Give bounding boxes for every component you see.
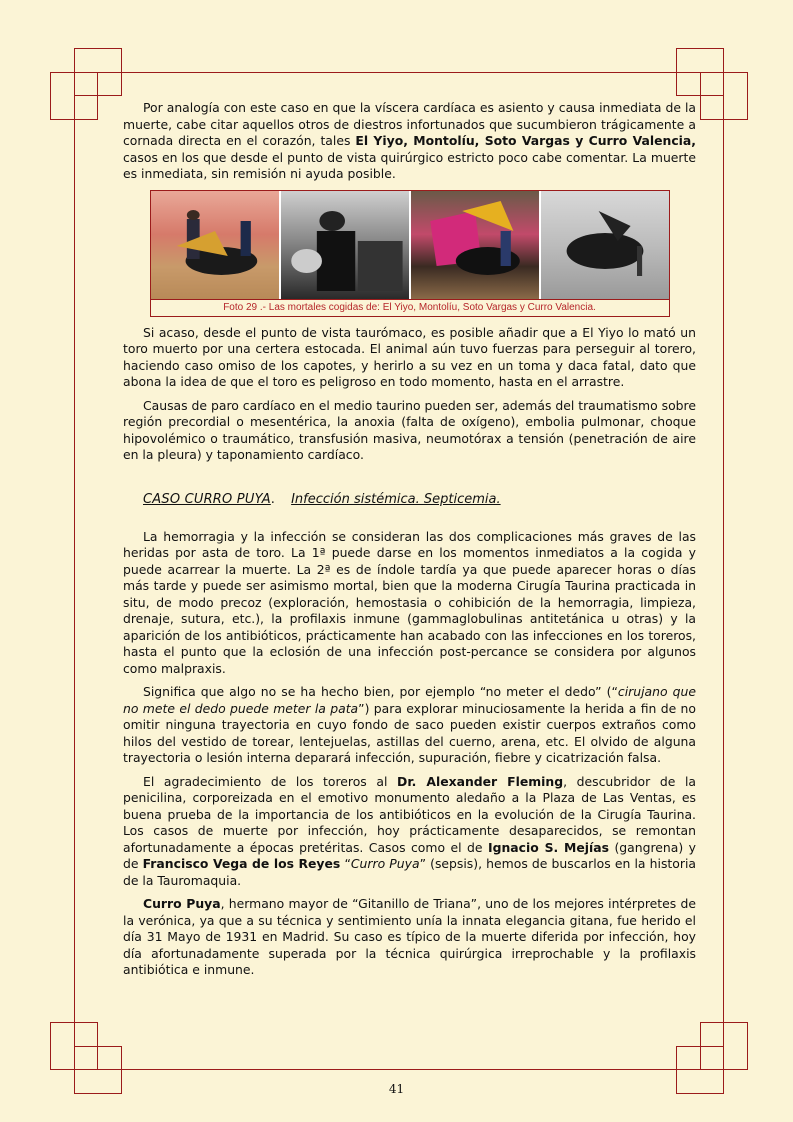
- corner-ornament-bottom-left-2: [50, 1022, 98, 1070]
- paragraph-7: Curro Puya, hermano mayor de “Gitanillo de Triana”, uno de los mejores intérpretes de la verónica, ya que a su técnica y sentimiento unía la innata elegancia gitana, fue herido el día 31 Mayo de 1931 en Madrid. Su caso es típico de la muerte diferida por infección, hoy día afortunadamente superada por la técnica quirúrgica irreprochable y la profilaxis antibiótica e inmune.: [123, 896, 696, 977]
- paragraph-5: Significa que algo no se ha hecho bien, por ejemplo “no meter el dedo” (“cirujano que no mete el dedo puede meter la pata”) para explorar minuciosamente la herida a fin de no omitir ninguna trayectoria en cuyo fondo de saco pueden existir cuerpos extraños como hilos del vestido de torear, lentejuelas, astillas del cuerno, arena, etc. El olvido de alguna trayectoria o lesión interna deparará infección, supuración, fiebre y cicatrización falsa.: [123, 684, 696, 765]
- section-heading: CASO CURRO PUYA. Infección sistémica. Septicemia.: [143, 491, 501, 507]
- section-subtitle: Infección sistémica. Septicemia.: [291, 491, 501, 507]
- figure-caption: Foto 29 .- Las mortales cogidas de: El Yiyo, Montolíu, Soto Vargas y Curro Valencia.: [151, 299, 669, 316]
- paragraph-1: Por analogía con este caso en que la víscera cardíaca es asiento y causa inmediata de la muerte, cabe citar aquellos otros de diestros infortunados que sucumbieron trágicamente a cornada directa en el corazón, tales El Yiyo, Montolíu, Soto Vargas y Curro Valencia, casos en los que desde el punto de vista quirúrgico estricto poco cabe comentar. La muerte es inmediata, sin remisión ni ayuda posible.: [123, 100, 696, 181]
- bold-names: El Yiyo, Montolíu, Soto Vargas y Curro Valencia,: [355, 133, 696, 148]
- paragraph-3: Causas de paro cardíaco en el medio taurino pueden ser, además del traumatismo sobre región precordial o mesentérica, la anoxia (falta de oxígeno), embolia pulmonar, choque hipovolémico o traumático, transfusión masiva, neumotórax a tensión (penetración de aire en la pleura) y taponamiento cardíaco.: [123, 397, 696, 462]
- photo-row: [151, 191, 669, 299]
- section-title: CASO CURRO PUYA: [143, 491, 271, 507]
- paragraph-2: Si acaso, desde el punto de vista taurómaco, es posible añadir que a El Yiyo lo mató un toro muerto por una certera estocada. El animal aún tuvo fuerzas para perseguir al torero, haciendo caso omiso de los capotes, y herirlo a su vez en un toma y daca fatal, dato que abona la idea de que el toro es peligroso en todo momento, hasta en el arrastre.: [123, 324, 696, 389]
- corner-ornament-bottom-right-2: [700, 1022, 748, 1070]
- figure-photo-29: [150, 190, 670, 317]
- photo-el-yiyo: [151, 191, 281, 299]
- page-content: [123, 100, 696, 986]
- page-number: 41: [388, 1082, 405, 1096]
- photo-curro-valencia: [541, 191, 669, 299]
- paragraph-4: La hemorragia y la infección se consideran las dos complicaciones más graves de las heridas por asta de toro. La 1ª puede darse en los momentos inmediatos a la cogida y puede acarrear la muerte. La 2ª es de índole tardía ya que puede aparecer horas o días más tarde y puede ser asimismo mortal, bien que la moderna Cirugía Taurina practicada in situ, de modo precoz (exploración, hemostasia o cohibición de la hemorragia, limpieza, drenaje, sutura, etc.), la profilaxis inmune (gammaglobulinas antitetánica u otras) y la aparición de los antibióticos, prácticamente han acabado con las infecciones en los toreros, hasta el punto que la eclosión de una infección post-percance se considera por algunos como malpraxis.: [123, 528, 696, 676]
- photo-montoliu: [281, 191, 411, 299]
- corner-ornament-top-right-2: [700, 72, 748, 120]
- photo-soto-vargas: [411, 191, 541, 299]
- paragraph-6: El agradecimiento de los toreros al Dr. Alexander Fleming, descubridor de la penicilina, corporeizada en el emotivo monumento aledaño a la Plaza de Las Ventas, es buena prueba de la importancia de los antibióticos en la evolución de la Cirugía Taurina. Los casos de muerte por infección, hoy prácticamente desaparecidos, se remontan afortunadamente a épocas pretéritas. Casos como el de Ignacio S. Mejías (gangrena) y de Francisco Vega de los Reyes “Curro Puya” (sepsis), hemos de buscarlos en la historia de la Tauromaquia.: [123, 773, 696, 888]
- corner-ornament-top-left-2: [50, 72, 98, 120]
